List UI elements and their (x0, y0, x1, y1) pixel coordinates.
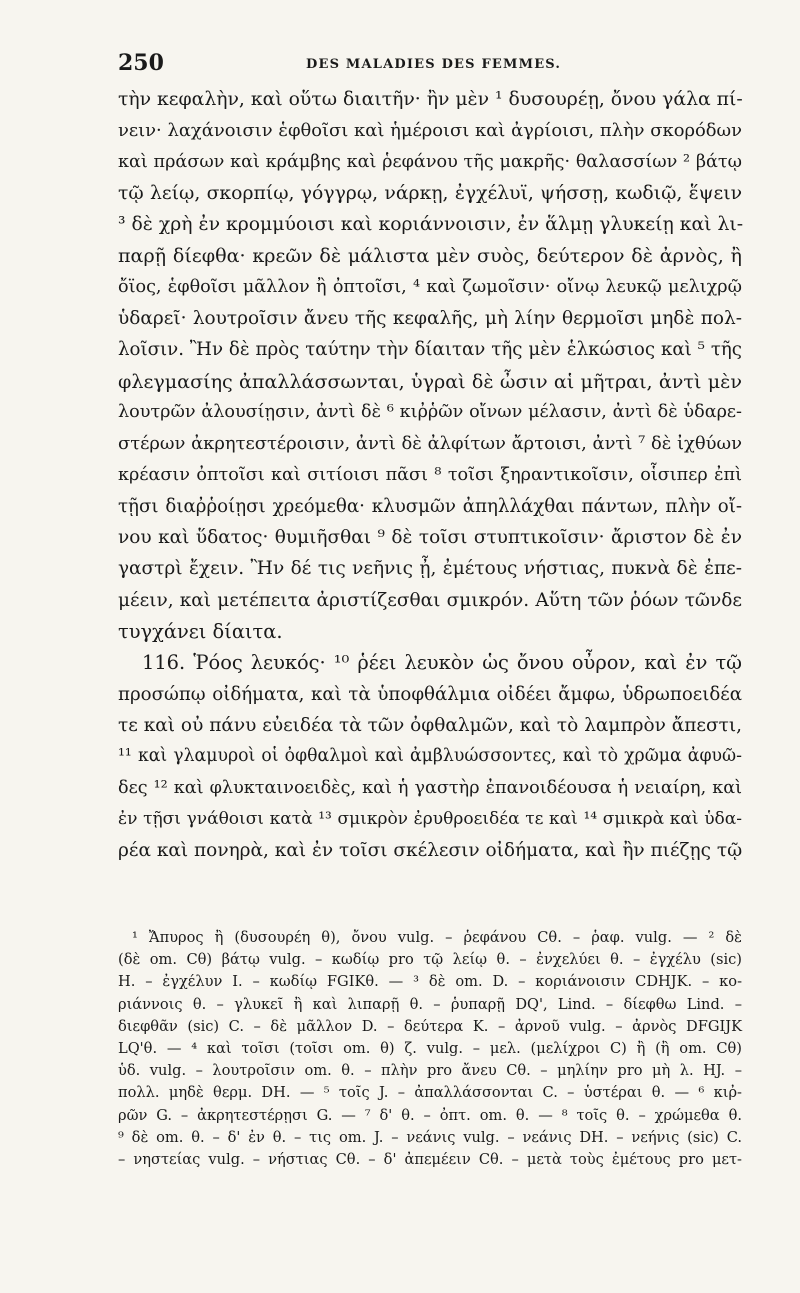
text-line: φλεγμασίης ἀπαλλάσσωνται, ὑγραὶ δὲ ὦσιν αἱ μῆτραι, ἀντὶ μὲν (118, 369, 742, 393)
text-line: ὑδαρεῖ· λουτροῖσιν ἄνευ τῆς κεφαλῆς, μὴ λίην θερμοῖσι μηδὲ πολ- (118, 308, 742, 330)
page-header (118, 50, 758, 76)
text-line: ¹¹ καὶ γλαμυροὶ οἱ ὀφθαλμοὶ καὶ ἀμβλυώσσοντες, καὶ τὸ χρῶμα ἀφυῶ- (118, 746, 742, 767)
text-line: νειν· λαχάνοισιν ἑφθοῖσι καὶ ἡμέροισι καὶ ἀγρίοισι, πλὴν σκορόδων (118, 120, 742, 142)
text-line: στέρων ἀκρητεστέροισιν, ἀντὶ δὲ ἀλφίτων ἄρτοισι, ἀντὶ ⁷ δὲ ἰχθύων (118, 433, 742, 455)
footnote-line: ⁹ δὲ om. θ. – δ' ἐν θ. – τις om. J. – νεάνις vulg. – νεάνις DH. – νεήνις (sic) C. (118, 1128, 742, 1146)
footnote-line: – νηστείας vulg. – νήστιας Cθ. – δ' ἀπεμέειν Cθ. – μετὰ τοὺς ἐμέτους pro μετ- (118, 1150, 742, 1168)
text-line: τὴν κεφαλὴν, καὶ οὕτω διαιτῆν· ἢν μὲν ¹ δυσουρέῃ, ὄνου γάλα πί- (118, 89, 743, 110)
footnote-line: ὑδ. vulg. – λουτροῖσιν om. θ. – πλὴν pro ἄνευ Cθ. – μηλίην pro μὴ λ. HJ. – (118, 1062, 742, 1080)
text-line: νου καὶ ὕδατος· θυμιῆσθαι ⁹ δὲ τοῖσι στυπτικοῖσιν· ἄριστον δὲ ἐν (118, 527, 742, 549)
footnote-line: H. – ἐγχέλυν I. – κωδίῳ FGIKθ. — ³ δὲ om. D. – κοριάνοισιν CDHJK. – κο- (118, 973, 742, 991)
text-line: γαστρὶ ἔχειν. Ἢν δέ τις νεῆνις ᾖ, ἐμέτους νήστιας, πυκνὰ δὲ ἐπε- (118, 558, 742, 580)
text-line: δες ¹² καὶ φλυκταινοειδὲς, καὶ ἡ γαστὴρ ἐπανοιδέουσα ἡ νειαίρη, καὶ (118, 777, 742, 798)
text-line: τῷ λείῳ, σκορπίῳ, γόγγρῳ, νάρκῃ, ἐγχέλυϊ, ψήσσῃ, κωδιῷ, ἕψειν (118, 182, 742, 204)
running-title: DES MALADIES DES FEMMES. (306, 57, 562, 72)
text-line: ὄϊος, ἑφθοῖσι μᾶλλον ἢ ὀπτοῖσι, ⁴ καὶ ζωμοῖσιν· οἴνῳ λευκῷ μελιχρῷ (118, 276, 742, 297)
footnote-line: πολλ. μηδὲ θερμ. DH. — ⁵ τοῖς J. – ἀπαλλάσσονται C. – ὑστέραι θ. — ⁶ κιῤ- (118, 1084, 742, 1102)
text-line: μέειν, καὶ μετέπειτα ἀριστίζεσθαι σμικρόν. Αὕτη τῶν ῥόων τῶνδε (118, 589, 742, 611)
footnote-line: ριάννοις θ. – γλυκεῖ ἢ καὶ λιπαρῇ θ. – ῥυπαρῇ DQ', Lind. – δίεφθω Lind. – (118, 995, 742, 1013)
page-number: 250 (118, 50, 164, 76)
text-line: προσώπῳ οἰδήματα, καὶ τὰ ὑποφθάλμια οἰδέει ἄμφω, ὑδρωποειδέα (118, 683, 742, 705)
main-text (118, 84, 742, 866)
text-line: καὶ πράσων καὶ κράμβης καὶ ῥεφάνου τῆς μακρῆς· θαλασσίων ² βάτῳ (118, 151, 742, 172)
text-line: λουτρῶν ἀλουσίῃσιν, ἀντὶ δὲ ⁶ κιῤῥῶν οἴνων μέλασιν, ἀντὶ δὲ ὑδαρε- (118, 401, 742, 422)
text-line: παρῇ δίεφθα· κρεῶν δὲ μάλιστα μὲν συὸς, δεύτερον δὲ ἀρνὸς, ἢ (118, 244, 742, 268)
text-line: 116. Ῥόος λευκός· ¹⁰ ῥέει λευκὸν ὡς ὄνου οὖρον, καὶ ἐν τῷ (142, 651, 742, 675)
text-line: ρέα καὶ πονηρὰ, καὶ ἐν τοῖσι σκέλεσιν οἰδήματα, καὶ ἢν πιέζῃς τῷ (118, 840, 743, 862)
text-line: ἐν τῇσι γνάθοισι κατὰ ¹³ σμικρὸν ἐρυθροειδέα τε καὶ ¹⁴ σμικρὰ καὶ ὑδα- (118, 808, 742, 829)
text-line: λοῖσιν. Ἢν δὲ πρὸς ταύτην τὴν δίαιταν τῆς μὲν ἑλκώσιος καὶ ⁵ τῆς (118, 339, 742, 361)
footnote-line: διεφθᾶν (sic) C. – δὲ μᾶλλον D. – δεύτερα K. – ἀρνοῦ vulg. – ἀρνὸς DFGIJK (118, 1017, 742, 1035)
footnote-line: ¹ Ἄπυρος ἢ (δυσουρέη θ), ὄνου vulg. – ῥεφάνου Cθ. – ῥαφ. vulg. — ² δὲ (132, 929, 742, 946)
footnote-line: LQ'θ. — ⁴ καὶ τοῖσι (τοῖσι om. θ) ζ. vulg. – μελ. (μελίχροι C) ἢ (ἢ om. Cθ) (118, 1039, 742, 1057)
footnotes (118, 927, 742, 1171)
text-line: τυγχάνει δίαιτα. (118, 620, 283, 644)
footnote-line: ρῶν G. – ἀκρητεστέρῃσι G. — ⁷ δ' θ. – ὀπτ. om. θ. — ⁸ τοῖς θ. – χρώμεθα θ. (118, 1106, 742, 1124)
text-line: τε καὶ οὐ πάνυ εὐειδέα τὰ τῶν ὀφθαλμῶν, καὶ τὸ λαμπρὸν ἄπεστι, (118, 714, 742, 736)
text-line: κρέασιν ὀπτοῖσι καὶ σιτίοισι πᾶσι ⁸ τοῖσι ξηραντικοῖσιν, οἷσιπερ ἐπὶ (118, 464, 742, 485)
footnote-line: (δὲ om. Cθ) βάτῳ vulg. – κωδίῳ pro τῷ λείῳ θ. – ἐνχελύει θ. – ἐγχέλυ (sic) (118, 951, 742, 969)
text-line: τῇσι διαῤῥοίῃσι χρεόμεθα· κλυσμῶν ἀπηλλάχθαι πάντων, πλὴν οἴ- (118, 495, 742, 517)
text-line: ³ δὲ χρὴ ἐν κρομμύοισι καὶ κοριάννοισιν, ἐν ἅλμῃ γλυκείῃ καὶ λι- (118, 214, 744, 236)
